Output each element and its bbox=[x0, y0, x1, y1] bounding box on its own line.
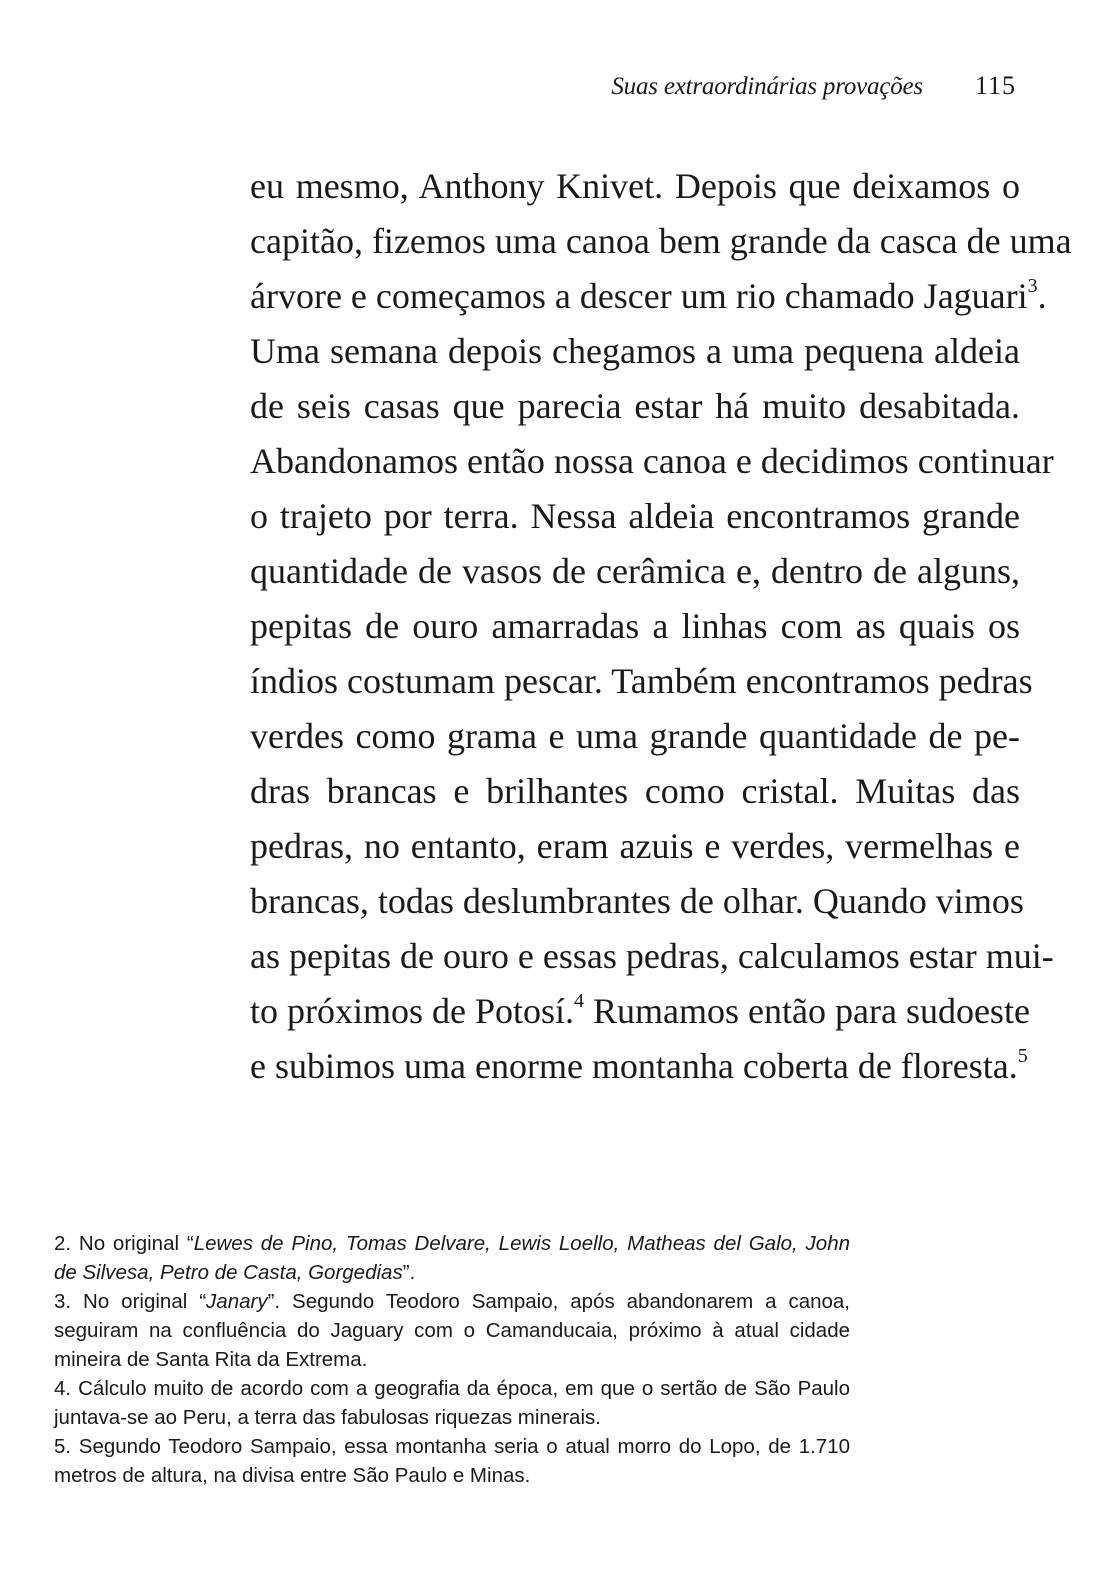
body-line bbox=[250, 269, 1047, 324]
body-line bbox=[250, 984, 1030, 1039]
body-line: brancas, todas deslumbrantes de olhar. Quando vimos bbox=[250, 881, 1024, 921]
running-header bbox=[611, 66, 1016, 107]
footnote-2 bbox=[54, 1229, 850, 1258]
footnote-text: ”. bbox=[402, 1261, 416, 1284]
footnote-3-cont: seguiram na confluência do Jaguary com o Camanducaia, próximo à atual cidade bbox=[54, 1319, 850, 1342]
footnote-5-cont: metros de altura, na divisa entre São Paulo e Minas. bbox=[54, 1464, 531, 1487]
body-text bbox=[250, 159, 1072, 1094]
footnote-italic: Janary bbox=[206, 1290, 268, 1313]
footnote-3 bbox=[54, 1287, 850, 1316]
body-line: pedras, no entanto, eram azuis e verdes, vermelhas e bbox=[250, 826, 1020, 866]
footnote-text: ”. Segundo Teodoro Sampaio, após abandonarem a canoa, bbox=[267, 1290, 850, 1313]
footnote-ref-4: 4 bbox=[574, 990, 585, 1012]
footnote-ref-5: 5 bbox=[1017, 1045, 1028, 1067]
footnotes bbox=[54, 1229, 850, 1490]
body-line-text: e subimos uma enorme montanha coberta de floresta. bbox=[250, 1046, 1018, 1086]
footnote-4: 4. Cálculo muito de acordo com a geografia da época, em que o sertão de São Paulo bbox=[54, 1377, 850, 1400]
footnote-ref-3: 3 bbox=[1027, 275, 1038, 297]
body-line bbox=[250, 1039, 1028, 1094]
body-line: pepitas de ouro amarradas a linhas com as quais os bbox=[250, 606, 1020, 646]
body-line: de seis casas que parecia estar há muito desabitada. bbox=[250, 386, 1020, 426]
body-line: o trajeto por terra. Nessa aldeia encontramos grande bbox=[250, 496, 1020, 536]
footnote-5: 5. Segundo Teodoro Sampaio, essa montanha seria o atual morro do Lopo, de 1.710 bbox=[54, 1435, 850, 1458]
body-line: verdes como grama e uma grande quantidade de pe- bbox=[250, 716, 1020, 756]
body-line: Abandonamos então nossa canoa e decidimos continuar bbox=[250, 441, 1054, 481]
footnote-4-cont: juntava-se ao Peru, a terra das fabulosas riquezas minerais. bbox=[54, 1406, 601, 1429]
page-number: 115 bbox=[974, 71, 1016, 100]
footnote-text: 3. No original “ bbox=[54, 1290, 207, 1313]
body-line-text: Rumamos então para sudoeste bbox=[584, 991, 1030, 1031]
body-line: índios costumam pescar. Também encontramos pedras bbox=[250, 661, 1033, 701]
body-line: as pepitas de ouro e essas pedras, calculamos estar mui- bbox=[250, 936, 1054, 976]
body-line-punct: . bbox=[1037, 276, 1047, 316]
footnote-3-cont: mineira de Santa Rita da Extrema. bbox=[54, 1348, 368, 1371]
running-title: Suas extraordinárias provações bbox=[611, 73, 923, 100]
body-line: Uma semana depois chegamos a uma pequena aldeia bbox=[250, 331, 1020, 371]
body-line: capitão, fizemos uma canoa bem grande da casca de uma bbox=[250, 221, 1072, 261]
body-line-text: to próximos de Potosí. bbox=[250, 991, 575, 1031]
footnote-italic: de Silvesa, Petro de Casta, Gorgedias bbox=[54, 1261, 403, 1284]
body-line: dras brancas e brilhantes como cristal. Muitas das bbox=[250, 771, 1020, 811]
footnote-italic: Lewes de Pino, Tomas Delvare, Lewis Loello, Matheas del Galo, John bbox=[193, 1232, 851, 1255]
body-line-text: árvore e começamos a descer um rio chamado Jaguari bbox=[250, 276, 1028, 316]
footnote-text: 2. No original “ bbox=[54, 1232, 194, 1255]
body-line: quantidade de vasos de cerâmica e, dentro de alguns, bbox=[250, 551, 1020, 591]
body-line: eu mesmo, Anthony Knivet. Depois que deixamos o bbox=[250, 166, 1020, 206]
footnote-2-cont bbox=[54, 1258, 850, 1287]
